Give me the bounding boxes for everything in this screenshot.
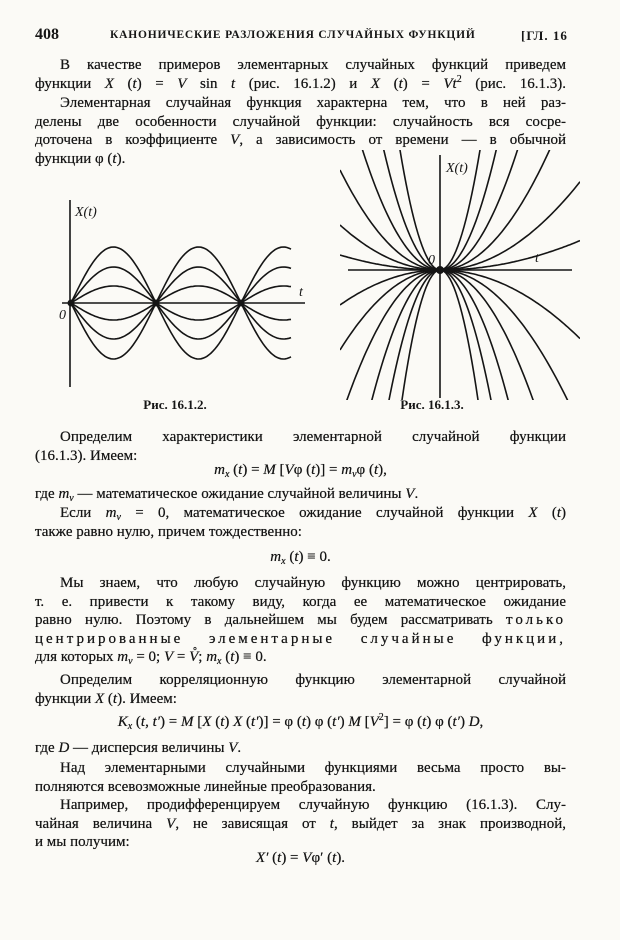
text-run: также равно нулю, причем тождественно: [35,523,302,540]
text-run: ( [221,649,231,666]
text-line [35,504,566,523]
math-variable: t [422,714,427,730]
text-run: ) = [160,714,182,730]
text-run: ) φ ( [306,714,333,730]
formula [35,461,566,480]
text-line [35,630,566,649]
text-run: ] = φ ( [383,714,423,730]
figure-caption: Рис. 16.1.3. [400,397,464,412]
zero-crossing-dot [153,300,160,307]
text-run: [ [193,714,203,730]
text-run: ) = [136,75,178,92]
origin-dot [436,266,444,274]
math-variable: t [112,690,118,707]
text-run: , не зависящая от [175,815,330,832]
text-run: ) [561,505,566,521]
paragraph [35,796,566,852]
text-line [35,815,566,834]
text-run: ). Имеем: [117,690,177,707]
text-run: для которых [35,649,118,666]
text-run: ) = [281,850,303,866]
text-run: )] = [315,462,342,478]
text-run: Элементарная случайная функция характерна тем, что в ней раз- [60,95,566,111]
subscript: x [224,469,230,480]
math-variable: t [220,714,225,730]
subscript: x [217,656,222,668]
superscript: 2 [456,73,462,85]
text-line [35,671,566,690]
text-line [35,648,566,667]
page-number: 408 [35,26,59,43]
text-run: — математическое ожидание случайной величины [73,486,406,502]
text-line [35,611,566,630]
paragraph [35,759,566,796]
formula [35,713,566,732]
text-run: где [35,486,59,502]
formula [35,548,566,567]
superscript: 2 [378,712,384,723]
text-line [35,739,566,758]
figure-parabola-curves [340,150,580,400]
math-variable: M [348,714,361,730]
text-run: , [145,714,153,730]
text-run: делены две особенности случайной функции: случайность вся сосре- [35,113,566,130]
running-title: КАНОНИЧЕСКИЕ РАЗЛОЖЕНИЯ СЛУЧАЙНЫХ ФУНКЦИЙ [110,29,476,41]
text-run: и мы получим: [35,834,130,851]
text-run: , выйдет за знак производной, [333,815,566,832]
spaced-emphasis: центрированные элементарные случайные функции, [35,630,566,647]
text-run: (рис. 16.1.2) и [235,75,371,92]
math-variable: t [556,505,561,521]
text-run: ( [537,505,557,521]
text-run: , [479,714,484,730]
text-run: — дисперсия величины [69,740,229,756]
math-variable: Vt [443,75,457,92]
math-variable: V [166,815,176,832]
math-variable: V [284,462,294,478]
math-variable: m [58,486,70,502]
text-run: ) = [242,462,264,478]
text-run: ) [224,714,234,730]
math-variable: V [369,714,379,730]
text-run: ( [285,549,295,565]
text-run: = [173,649,190,666]
math-variable: V̊ [189,649,199,666]
y-axis-label: X(t) [75,205,97,220]
math-variable: m [105,505,117,521]
math-variable: V [302,850,312,866]
text-run: ) [459,714,469,730]
text-run: . [237,740,242,756]
paragraph [35,428,566,465]
text-run: = 0; [132,649,164,666]
text-run: где [35,740,59,756]
paragraph [35,504,566,541]
text-run: Например, продифференцируем случайную функцию (16.1.3). Слу- [60,797,566,813]
text-line [35,593,566,612]
paragraph [35,739,566,758]
text-run: функции [35,75,105,92]
text-run: ( [104,690,113,707]
math-variable: D [58,740,70,756]
math-variable: V [163,649,174,666]
math-variable: t [112,150,117,167]
text-line [35,690,566,709]
math-variable: t [294,549,299,565]
math-variable: t′ [251,714,259,730]
text-run: . [414,486,419,502]
subscript: v [128,656,133,668]
math-variable: t′ [452,714,460,730]
text-run: ( [229,462,239,478]
figure-caption: Рис. 16.1.2. [143,397,207,412]
math-variable: t [230,649,235,666]
math-variable: X [202,714,212,730]
parabola-curve [340,182,580,270]
text-line [35,113,566,132]
math-variable: t [277,850,282,866]
math-variable: X [370,75,381,92]
subscript: x [281,556,286,567]
formula [35,849,566,868]
text-line [35,131,566,150]
subscript: v [116,512,121,523]
math-variable: t′ [332,714,340,730]
text-run: )] = φ ( [258,714,302,730]
text-line [35,485,566,504]
math-variable: V [230,132,240,149]
x-axis-label: t [299,285,303,300]
text-run: (рис. 16.1.3). [461,75,566,92]
text-run: функции [35,690,95,707]
parabola-curve [340,270,580,400]
text-run: ) [339,714,349,730]
math-variable: t [311,462,316,478]
math-variable: V [228,740,238,756]
math-variable: V [177,75,187,92]
math-variable: M [181,714,194,730]
text-run: ( [113,75,133,92]
text-run: Над элементарными случайными функциями весьма просто вы- [60,760,566,776]
subscript: v [352,469,357,480]
text-run: sin [186,75,232,92]
paragraph [35,485,566,504]
text-run: ( [380,75,399,92]
text-run: [ [360,714,370,730]
text-run: Определим характеристики элементарной случайной функции [60,429,566,445]
math-variable: t [398,75,403,92]
math-variable: X [233,714,243,730]
math-variable: m [117,649,129,666]
text-line [35,778,566,797]
text-line [35,759,566,778]
math-variable: X [528,505,538,521]
paragraph [35,671,566,708]
math-variable: t′ [152,714,161,730]
text-run: ), [378,462,387,478]
text-run: Если [60,505,106,521]
text-run: ) φ ( [426,714,453,730]
zero-crossing-dot [238,300,245,307]
text-run: ( [242,714,252,730]
text-line [35,796,566,815]
math-variable: X [95,690,105,707]
text-run: ; [198,649,207,666]
text-run: ) ≡ 0. [234,649,267,666]
math-variable: t [231,75,236,92]
text-run: φ ( [293,462,312,478]
text-run: полняются всевозможные линейные преобразования. [35,778,376,795]
zero-crossing-dot [68,300,75,307]
y-axis-label: X(t) [446,161,468,176]
spaced-emphasis: только [505,612,566,629]
text-run: равно нулю. Поэтому в дальнейшем мы будем рассматривать [35,612,506,629]
x-axis-label: t [535,251,539,266]
math-variable: m [214,462,225,478]
text-line [35,428,566,447]
math-variable: X′ [255,850,269,866]
text-run: ) ≡ 0. [298,549,331,565]
text-line [35,75,566,94]
text-run: Мы знаем, что любую случайную функцию можно центрировать, [60,575,566,591]
math-variable: t [301,714,307,730]
text-run: доточена в коэффициенте [35,132,231,149]
paragraph [35,574,566,667]
math-variable: t [132,75,137,92]
math-variable: K [117,714,128,730]
origin-label: 0 [428,253,435,268]
chapter-label: [ГЛ. 16 [521,28,568,43]
text-line [35,56,566,75]
text-run: [ [275,462,285,478]
math-variable: M [263,462,276,478]
math-variable: D [468,714,480,730]
math-variable: m [270,549,282,565]
math-variable: m [206,649,218,666]
text-run: φ′ ( [311,850,333,866]
paragraph [35,56,566,93]
subscript: x [127,721,133,732]
math-variable: t [238,462,243,478]
math-variable: t [140,714,146,730]
text-run: В качестве примеров элементарных случайных функций приведем [60,57,566,73]
text-run: (16.1.3). Имеем: [35,447,138,464]
subscript: v [69,493,74,504]
text-run: ) = [402,75,444,92]
text-run: ( [268,850,278,866]
math-variable: X [104,75,114,92]
text-run: ). [116,150,126,167]
text-line [35,523,566,542]
math-variable: V [405,486,415,502]
text-line [35,94,566,113]
text-line [35,574,566,593]
text-run: φ ( [356,462,374,478]
text-run: ( [132,714,141,730]
text-run: = 0, математическое ожидание случайной функции [120,505,529,521]
math-variable: m [341,462,353,478]
text-run: функции φ ( [35,150,113,167]
text-run: Определим корреляционную функцию элементарной случайной [60,672,566,688]
text-run: чайная величина [35,815,167,832]
math-variable: t [332,850,337,866]
math-variable: t [373,462,379,478]
figure-sine-curves [55,195,315,390]
text-run: ). [336,850,346,866]
text-run: т. е. привести к такому виду, когда ее математическое ожидание [35,593,566,610]
text-run: ( [211,714,221,730]
math-variable: t [329,815,334,832]
text-run: , а зависимость от времени — в обычной [239,132,567,149]
origin-label: 0 [59,308,66,323]
